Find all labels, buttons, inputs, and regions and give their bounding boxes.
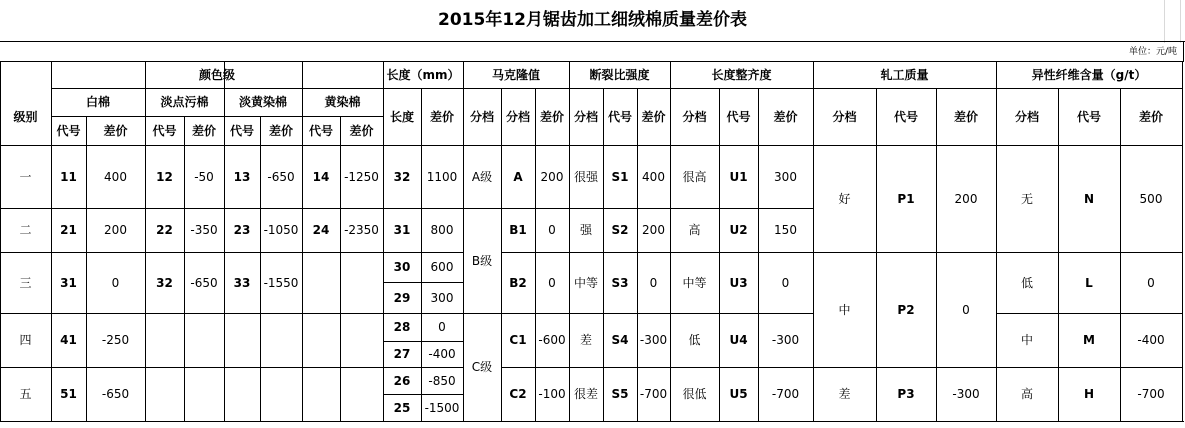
uniformity-code-cell: U5 <box>729 387 748 401</box>
ginning-code-cell: P2 <box>897 302 915 317</box>
uniformity-code-cell: U3 <box>729 275 748 290</box>
grid-line <box>0 421 1184 422</box>
strength-code-cell: S1 <box>611 169 629 184</box>
header-level: 分档 <box>1014 109 1039 124</box>
yellow-diff-cell <box>340 313 383 367</box>
ginning-diff-cell: -300 <box>952 387 980 401</box>
grade-cell: 五 <box>19 387 32 401</box>
header-code: 代号 <box>308 123 333 138</box>
strength-code-cell: S5 <box>611 387 629 401</box>
foreign-level-cell: 低 <box>1020 275 1033 290</box>
white-code-cell: 11 <box>60 169 77 184</box>
header-code: 代号 <box>229 123 254 138</box>
micronaire-code-cell: B1 <box>509 223 527 237</box>
light-yellow-code-cell: 23 <box>233 223 251 237</box>
white-code-cell: 51 <box>60 387 77 401</box>
grid-line <box>0 41 1185 42</box>
length-cell: 32 <box>393 169 411 184</box>
micronaire-diff-cell: -100 <box>538 387 566 401</box>
header-diff: 差价 <box>268 123 293 138</box>
grade-cell: 四 <box>19 333 32 347</box>
yellow-diff-cell <box>340 252 383 313</box>
uniformity-diff-cell: -300 <box>771 333 800 347</box>
strength-code-cell: S4 <box>611 333 629 347</box>
micronaire-diff-cell: 0 <box>548 275 556 290</box>
header-diff: 差价 <box>641 109 666 124</box>
uniformity-code-cell: U2 <box>729 223 748 237</box>
length-cell: 30 <box>393 260 411 274</box>
spot-diff-cell: -350 <box>190 223 218 237</box>
header-code: 代号 <box>726 109 751 124</box>
length-diff-cell: 0 <box>438 320 446 334</box>
header-grade: 级别 <box>13 109 38 124</box>
header-foreign-fiber: 异性纤维含量（g/t） <box>1031 67 1147 82</box>
micronaire-level-cell: C级 <box>471 360 493 374</box>
white-diff-cell: -650 <box>101 387 130 401</box>
spot-diff-cell <box>184 313 224 367</box>
length-cell: 26 <box>393 373 411 388</box>
uniformity-level-cell: 中等 <box>682 275 707 290</box>
yellow-diff-cell <box>340 367 383 421</box>
header-level: 分档 <box>832 109 857 124</box>
uniformity-level-cell: 高 <box>688 223 701 237</box>
micronaire-diff-cell: 0 <box>548 223 556 237</box>
length-diff-cell: 600 <box>430 260 454 274</box>
length-diff-cell: -850 <box>428 373 456 388</box>
strength-code-cell: S2 <box>611 223 629 237</box>
micronaire-code-cell: A <box>513 169 523 184</box>
length-cell: 25 <box>393 400 411 415</box>
header-uniformity: 长度整齐度 <box>711 67 772 82</box>
length-diff-cell: 800 <box>430 223 454 237</box>
foreign-diff-cell: 0 <box>1147 275 1155 290</box>
spot-code-cell: 22 <box>156 223 173 237</box>
foreign-diff-cell: -400 <box>1137 333 1165 347</box>
header-code: 代号 <box>152 123 177 138</box>
header-diff: 差价 <box>773 109 798 124</box>
uniformity-level-cell: 很低 <box>682 387 707 401</box>
white-code-cell: 21 <box>60 223 77 237</box>
foreign-code-cell: M <box>1083 333 1095 347</box>
micronaire-level-cell: B级 <box>471 253 493 268</box>
uniformity-diff-cell: 300 <box>774 169 797 184</box>
yellow-code-cell: 14 <box>312 169 330 184</box>
uniformity-diff-cell: 0 <box>781 275 790 290</box>
length-cell: 28 <box>393 320 411 334</box>
strength-diff-cell: 400 <box>642 169 665 184</box>
header-diff: 差价 <box>103 123 128 138</box>
micronaire-level-cell: A级 <box>471 169 493 184</box>
spot-code-cell: 32 <box>156 275 173 290</box>
sheet-title: 2015年12月锯齿加工细绒棉质量差价表 <box>438 9 747 30</box>
header-code: 代号 <box>893 109 918 124</box>
ginning-diff-cell: 0 <box>962 302 970 317</box>
strength-diff-cell: -300 <box>639 333 668 347</box>
uniformity-level-cell: 很高 <box>682 169 707 184</box>
strength-code-cell: S3 <box>611 275 629 290</box>
ginning-code-cell: P1 <box>897 191 915 206</box>
strength-level-cell: 很差 <box>573 387 598 401</box>
length-diff-cell: 1100 <box>426 169 458 184</box>
white-code-cell: 31 <box>60 275 77 290</box>
white-diff-cell: 400 <box>104 169 127 184</box>
header-strength: 断裂比强度 <box>589 67 650 82</box>
light-yellow-diff-cell: -1050 <box>263 223 299 237</box>
micronaire-code-cell: B2 <box>509 275 527 290</box>
light-yellow-diff-cell: -650 <box>267 169 295 184</box>
header-length-sub: 长度 <box>389 109 414 124</box>
header-diff: 差价 <box>349 123 374 138</box>
yellow-diff-cell: -1250 <box>344 169 379 184</box>
uniformity-diff-cell: 150 <box>774 223 797 237</box>
header-level: 分档 <box>682 109 707 124</box>
light-yellow-code-cell <box>224 367 260 421</box>
strength-level-cell: 差 <box>579 333 592 347</box>
grade-cell: 二 <box>19 223 32 237</box>
strength-level-cell: 很强 <box>573 169 598 184</box>
header-micronaire: 马克隆值 <box>491 67 540 82</box>
strength-diff-cell: 200 <box>642 223 665 237</box>
white-diff-cell: 200 <box>104 223 127 237</box>
micronaire-diff-cell: -600 <box>538 333 566 347</box>
micronaire-diff-cell: 200 <box>540 169 564 184</box>
header-color-grade: 颜色级 <box>198 67 235 82</box>
ginning-diff-cell: 200 <box>954 191 978 206</box>
length-diff-cell: -1500 <box>424 400 460 415</box>
spot-diff-cell <box>184 367 224 421</box>
strength-level-cell: 中等 <box>573 275 598 290</box>
header-diff: 差价 <box>191 123 216 138</box>
header-light-yellow: 淡黄染棉 <box>238 95 287 109</box>
header-level: 分档 <box>469 109 494 124</box>
length-cell: 27 <box>393 347 411 361</box>
foreign-diff-cell: 500 <box>1139 191 1163 206</box>
length-diff-cell: -400 <box>428 347 456 361</box>
grade-cell: 一 <box>19 169 32 184</box>
strength-level-cell: 强 <box>579 223 592 237</box>
spot-code-cell <box>145 367 184 421</box>
header-ginning: 轧工质量 <box>880 67 929 82</box>
uniformity-code-cell: U1 <box>729 169 748 184</box>
ginning-code-cell: P3 <box>897 387 915 401</box>
header-level: 分档 <box>573 109 598 124</box>
ginning-level-cell: 差 <box>838 387 851 401</box>
header-level: 分档 <box>505 109 530 124</box>
foreign-code-cell: H <box>1083 387 1095 401</box>
header-diff: 差价 <box>539 109 564 124</box>
yellow-code-cell: 24 <box>312 223 330 237</box>
ginning-level-cell: 中 <box>838 302 851 317</box>
light-yellow-code-cell <box>224 313 260 367</box>
header-light-spotted: 淡点污棉 <box>160 95 209 109</box>
header-code: 代号 <box>56 123 81 138</box>
header-code: 代号 <box>1076 109 1101 124</box>
foreign-code-cell: L <box>1085 275 1093 290</box>
grid-line <box>1183 41 1184 62</box>
length-diff-cell: 300 <box>430 290 454 305</box>
grade-cell: 三 <box>19 275 32 290</box>
header-code: 代号 <box>607 109 632 124</box>
yellow-code-cell <box>302 252 340 313</box>
header-diff: 差价 <box>1138 109 1163 124</box>
light-yellow-code-cell: 13 <box>233 169 251 184</box>
yellow-code-cell <box>302 313 340 367</box>
spot-code-cell: 12 <box>156 169 173 184</box>
foreign-level-cell: 中 <box>1020 333 1033 347</box>
spot-code-cell <box>145 313 184 367</box>
ginning-level-cell: 好 <box>838 191 851 206</box>
spot-diff-cell: -50 <box>194 169 214 184</box>
header-diff: 差价 <box>953 109 978 124</box>
unit-note: 单位：元/吨 <box>1128 46 1177 57</box>
header-length: 长度（mm） <box>386 67 460 82</box>
grid-line <box>1182 61 1183 422</box>
foreign-level-cell: 高 <box>1020 387 1033 401</box>
micronaire-code-cell: C1 <box>509 333 527 347</box>
white-diff-cell: 0 <box>111 275 120 290</box>
light-yellow-diff-cell: -1550 <box>263 275 299 290</box>
yellow-code-cell <box>302 367 340 421</box>
header-diff: 差价 <box>429 109 454 124</box>
light-yellow-code-cell: 33 <box>233 275 251 290</box>
white-diff-cell: -250 <box>101 333 130 347</box>
foreign-diff-cell: -700 <box>1137 387 1165 401</box>
micronaire-code-cell: C2 <box>509 387 527 401</box>
length-cell: 29 <box>393 290 411 305</box>
uniformity-level-cell: 低 <box>688 333 701 347</box>
uniformity-diff-cell: -700 <box>771 387 800 401</box>
length-cell: 31 <box>393 223 411 237</box>
spot-diff-cell: -650 <box>190 275 218 290</box>
light-yellow-diff-cell <box>260 313 302 367</box>
strength-diff-cell: -700 <box>639 387 668 401</box>
header-yellow: 黄染棉 <box>324 95 361 109</box>
yellow-diff-cell: -2350 <box>344 223 379 237</box>
foreign-code-cell: N <box>1083 191 1095 206</box>
header-white: 白棉 <box>85 95 110 109</box>
foreign-level-cell: 无 <box>1020 191 1033 206</box>
strength-diff-cell: 0 <box>649 275 658 290</box>
uniformity-code-cell: U4 <box>729 333 748 347</box>
light-yellow-diff-cell <box>260 367 302 421</box>
white-code-cell: 41 <box>60 333 77 347</box>
